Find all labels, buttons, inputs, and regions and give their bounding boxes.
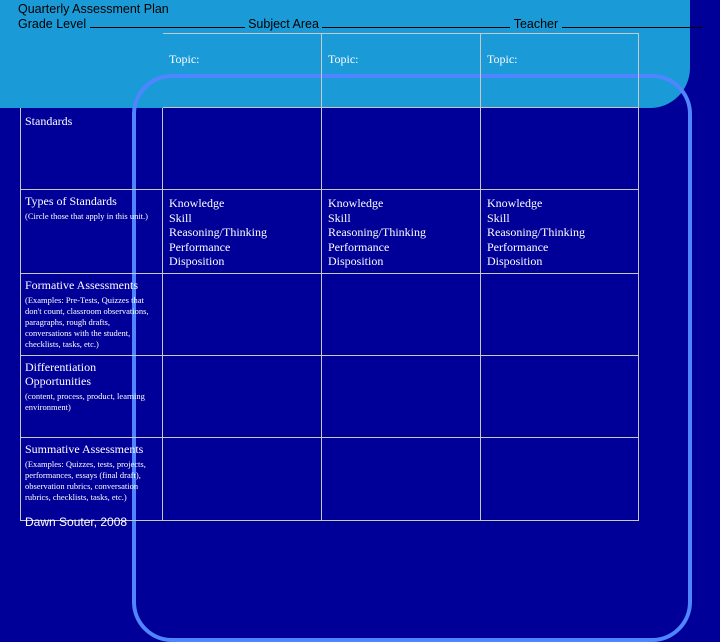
types-cell-2[interactable] [322, 190, 481, 274]
type-reasoning[interactable]: Reasoning/Thinking [169, 225, 267, 239]
summative-note: (Examples: Quizzes, tests, projects, performances, essays (final draft), observation rubrics, conversation rubrics, checklists, tasks, etc.) [25, 458, 146, 502]
types-cell-1[interactable] [163, 190, 322, 274]
types-note: (Circle those that apply in this unit.) [25, 211, 148, 221]
types-title: Types of Standards [25, 194, 117, 208]
type-performance[interactable]: Performance [328, 239, 390, 254]
page-title: Quarterly Assessment Plan [18, 2, 169, 16]
formative-cell-1[interactable] [163, 273, 322, 355]
types-header-cell [21, 190, 163, 274]
type-disposition[interactable]: Disposition [328, 254, 384, 268]
topic-label-1: Topic: [169, 52, 200, 66]
topic-label-3: Topic: [487, 52, 518, 66]
differentiation-title: Differentiation Opportunities [25, 359, 97, 388]
type-performance[interactable]: Performance [169, 239, 231, 254]
subject-area-field[interactable] [322, 16, 510, 28]
teacher-field[interactable] [562, 16, 702, 28]
footer-credit: Dawn Souter, 2008 [25, 515, 128, 529]
standards-cell-1[interactable] [163, 108, 322, 190]
differentiation-header-cell [21, 355, 163, 437]
summative-cell-3[interactable] [481, 437, 639, 520]
standard-types-list [487, 196, 634, 269]
type-disposition[interactable]: Disposition [487, 254, 543, 268]
differentiation-cell-3[interactable] [481, 355, 639, 437]
differentiation-row [21, 355, 639, 437]
summative-cell-1[interactable] [163, 437, 322, 520]
formative-cell-3[interactable] [481, 273, 639, 355]
grade-level-label: Grade Level [18, 17, 87, 31]
type-knowledge[interactable]: Knowledge [487, 196, 543, 210]
topic-cell-1[interactable] [163, 34, 322, 108]
formative-row [21, 273, 639, 355]
type-reasoning[interactable]: Reasoning/Thinking [487, 225, 585, 239]
standards-cell-2[interactable] [322, 108, 481, 190]
subject-area-label: Subject Area [248, 17, 319, 31]
topic-row [21, 34, 639, 108]
topic-cell-3[interactable] [481, 34, 639, 108]
differentiation-note: (content, process, product, learning environment) [25, 390, 145, 412]
teacher-label: Teacher [513, 17, 559, 31]
summative-cell-2[interactable] [322, 437, 481, 520]
type-knowledge[interactable]: Knowledge [328, 196, 384, 210]
type-disposition[interactable]: Disposition [169, 254, 225, 268]
type-performance[interactable]: Performance [487, 239, 549, 254]
type-knowledge[interactable]: Knowledge [169, 196, 225, 210]
type-skill[interactable]: Skill [169, 210, 192, 225]
standards-cell-3[interactable] [481, 108, 639, 190]
summative-title: Summative Assessments [25, 441, 144, 456]
formative-title: Formative Assessments [25, 277, 138, 292]
type-reasoning[interactable]: Reasoning/Thinking [328, 225, 426, 239]
header-fields [18, 16, 702, 31]
empty-corner-cell [21, 34, 163, 108]
standard-types-list [328, 196, 476, 269]
types-cell-3[interactable] [481, 190, 639, 274]
standards-header-cell [21, 108, 163, 190]
assessment-plan-table [20, 33, 639, 521]
summative-header-cell [21, 437, 163, 520]
formative-note: (Examples: Pre-Tests, Quizzes that don't count, classroom observations, paragraphs, rough drafts, conversations with the student, checklists, tasks, etc.) [25, 294, 149, 349]
differentiation-cell-2[interactable] [322, 355, 481, 437]
topic-cell-2[interactable] [322, 34, 481, 108]
type-skill[interactable]: Skill [328, 210, 351, 225]
standards-title: Standards [25, 114, 73, 128]
topic-label-2: Topic: [328, 52, 359, 66]
standard-types-list [169, 196, 317, 269]
standards-row [21, 108, 639, 190]
type-skill[interactable]: Skill [487, 210, 510, 225]
grade-level-field[interactable] [90, 16, 245, 28]
types-row [21, 190, 639, 274]
formative-cell-2[interactable] [322, 273, 481, 355]
differentiation-cell-1[interactable] [163, 355, 322, 437]
formative-header-cell [21, 273, 163, 355]
summative-row [21, 437, 639, 520]
